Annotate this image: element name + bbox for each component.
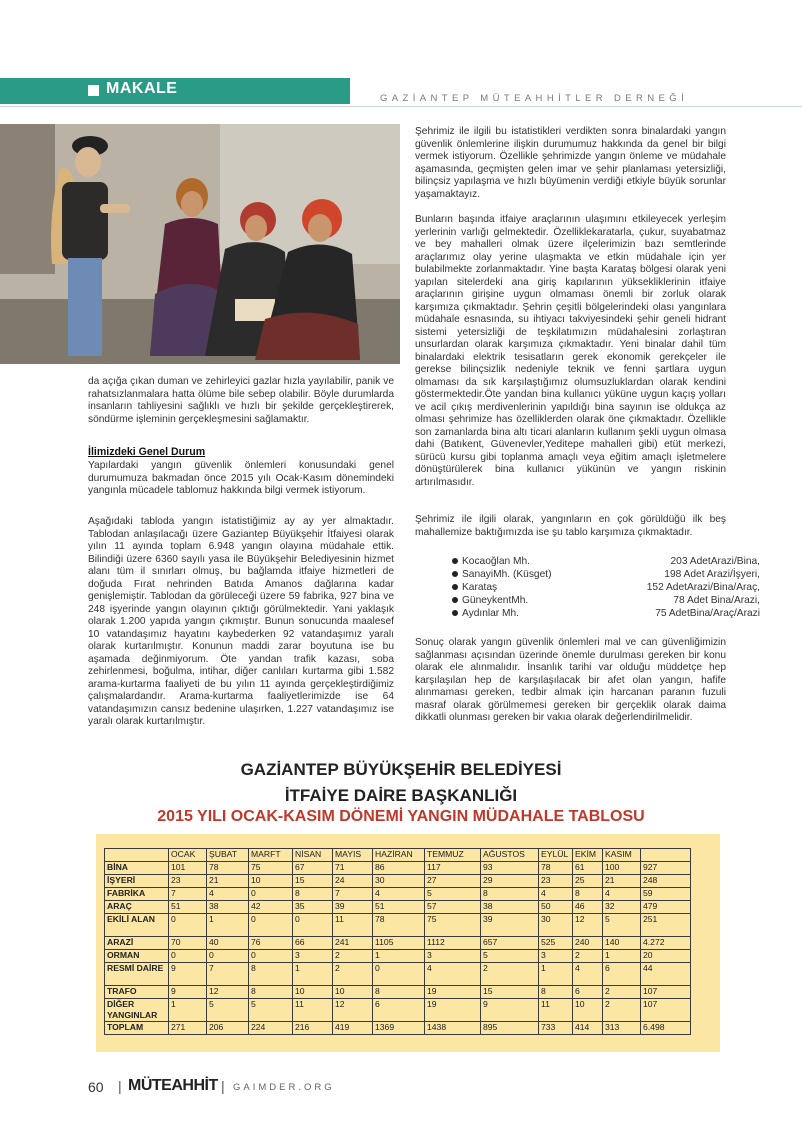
table-cell: 10 <box>293 986 333 999</box>
table-cell: 24 <box>333 875 373 888</box>
table-row <box>105 875 691 888</box>
table-cell: 42 <box>249 901 293 914</box>
row-label: DİĞER YANGINLAR <box>105 999 169 1022</box>
table-cell: 40 <box>207 937 249 950</box>
table-row <box>105 901 691 914</box>
table-cell: 10 <box>573 999 603 1022</box>
header-cell: KASIM <box>603 849 641 862</box>
table-cell: 11 <box>539 999 573 1022</box>
table-cell: 733 <box>539 1022 573 1035</box>
table-cell: 1 <box>207 914 249 937</box>
table-cell: 7 <box>169 888 207 901</box>
table-cell: 3 <box>539 950 573 963</box>
table-title-line-3: 2015 YILI OCAK-KASIM DÖNEMİ YANGIN MÜDAHALE TABLOSU <box>157 808 645 825</box>
table-cell: 93 <box>481 862 539 875</box>
table-cell: 1 <box>373 950 425 963</box>
table-cell: 10 <box>249 875 293 888</box>
table-cell: 7 <box>207 963 249 986</box>
table-cell: 15 <box>481 986 539 999</box>
table-cell: 4 <box>373 888 425 901</box>
table-cell: 107 <box>641 986 691 999</box>
fire-statistics-panel <box>96 834 720 1052</box>
list-item: SanayiMh. (Küsget) 198 Adet Arazi/İşyeri, <box>452 568 760 581</box>
subheading-general-status: İlimizdeki Genel Durum <box>88 446 206 458</box>
table-cell: 0 <box>249 888 293 901</box>
table-cell: 0 <box>373 963 425 986</box>
bullet-icon <box>452 610 458 616</box>
table-header-row <box>105 849 691 862</box>
table-row <box>105 888 691 901</box>
table-cell: 0 <box>207 950 249 963</box>
table-cell: 0 <box>293 914 333 937</box>
table-cell: 414 <box>573 1022 603 1035</box>
table-cell: 44 <box>641 963 691 986</box>
page-number: 60 <box>88 1079 104 1095</box>
table-cell: 5 <box>481 950 539 963</box>
table-cell: 1 <box>293 963 333 986</box>
table-cell: 2 <box>333 963 373 986</box>
table-cell: 101 <box>169 862 207 875</box>
table-cell: 39 <box>333 901 373 914</box>
magazine-brand: MÜTEAHHİT <box>128 1077 218 1094</box>
organization-name: GAZİANTEP MÜTEAHHİTLER DERNEĞİ <box>380 93 689 104</box>
table-cell: 1438 <box>425 1022 481 1035</box>
table-cell: 2 <box>603 999 641 1022</box>
row-label: RESMİ DAİRE <box>105 963 169 986</box>
table-cell: 100 <box>603 862 641 875</box>
bullet-icon <box>452 597 458 603</box>
footer-separator: | <box>221 1078 225 1094</box>
header-cell: EYLÜL <box>539 849 573 862</box>
table-cell: 23 <box>169 875 207 888</box>
table-cell: 8 <box>573 888 603 901</box>
table-cell: 11 <box>333 914 373 937</box>
table-cell: 10 <box>333 986 373 999</box>
header-cell: EKİM <box>573 849 603 862</box>
table-cell: 67 <box>293 862 333 875</box>
list-item: Karataş 152 AdetArazi/Bina/Araç, <box>452 581 760 594</box>
table-cell: 4 <box>603 888 641 901</box>
table-cell: 8 <box>249 986 293 999</box>
table-cell: 2 <box>573 950 603 963</box>
table-cell: 1369 <box>373 1022 425 1035</box>
table-cell: 46 <box>573 901 603 914</box>
neighborhood-list <box>452 555 760 620</box>
table-cell: 9 <box>169 963 207 986</box>
table-cell: 251 <box>641 914 691 937</box>
table-cell: 140 <box>603 937 641 950</box>
header-cell: MARFT <box>249 849 293 862</box>
table-cell: 21 <box>207 875 249 888</box>
table-cell: 479 <box>641 901 691 914</box>
table-cell: 6 <box>603 963 641 986</box>
bullet-icon <box>452 584 458 590</box>
fire-statistics-table <box>104 848 691 1035</box>
table-cell: 7 <box>333 888 373 901</box>
table-row <box>105 1022 691 1035</box>
header-cell: NİSAN <box>293 849 333 862</box>
table-cell: 27 <box>425 875 481 888</box>
table-cell: 240 <box>573 937 603 950</box>
table-cell: 5 <box>249 999 293 1022</box>
table-cell: 419 <box>333 1022 373 1035</box>
table-cell: 0 <box>169 914 207 937</box>
bullet-icon <box>452 571 458 577</box>
table-cell: 75 <box>425 914 481 937</box>
table-cell: 38 <box>481 901 539 914</box>
header-cell <box>105 849 169 862</box>
table-cell: 66 <box>293 937 333 950</box>
header-cell: AĞUSTOS <box>481 849 539 862</box>
table-cell: 5 <box>425 888 481 901</box>
section-square-icon <box>88 85 99 96</box>
article-photo <box>0 124 400 364</box>
table-cell: 3 <box>293 950 333 963</box>
table-cell: 2 <box>333 950 373 963</box>
table-cell: 927 <box>641 862 691 875</box>
table-cell: 51 <box>169 901 207 914</box>
table-cell: 0 <box>249 950 293 963</box>
table-row <box>105 950 691 963</box>
list-item: Kocaoğlan Mh. 203 AdetArazi/Bina, <box>452 555 760 568</box>
header-cell: TEMMUZ <box>425 849 481 862</box>
table-row <box>105 862 691 875</box>
table-cell: 216 <box>293 1022 333 1035</box>
table-row <box>105 986 691 999</box>
header-cell: HAZİRAN <box>373 849 425 862</box>
table-cell: 30 <box>373 875 425 888</box>
table-cell: 4 <box>425 963 481 986</box>
table-title-line-1: GAZİANTEP BÜYÜKŞEHİR BELEDİYESİ <box>240 760 562 779</box>
table-cell: 35 <box>293 901 333 914</box>
section-label: MAKALE <box>106 80 178 97</box>
row-label: BİNA <box>105 862 169 875</box>
row-label: FABRİKA <box>105 888 169 901</box>
table-cell: 71 <box>333 862 373 875</box>
table-row <box>105 963 691 986</box>
table-body <box>105 862 691 1035</box>
left-para-3: Aşağıdaki tabloda yangın istatistiğimiz ay ay yer almaktadır. Tablodan anlaşılacağı üzere Gaziantep Büyükşehir İtfaiyesi olarak yılın 11 ayında toplam 6.948 yangın olayına müdahale ettik. Bilindiği üzere 6360 sayılı yasa ile Büyükşehir Belediyesinin hizmet alanı tüm il sınırları olmuş, bu bağlamda itfaiye hizmetleri de doğuda Fırat nehrinden Batıda Amanos dağlarına kadar genişlemiştir. Tablodan da görüleceği üzere 59 fabrika, 927 bina ve 248 işyerinde yangın olayının çıktığı görülmektedir. Yani yaklaşık olarak 1.200 yapıda yangın çıkmıştır. Bunun sonucunda maalesef 10 vatandaşımız hayatını kaybederken 92 vatandaşımız yaralı olarak kurtarılmıştır. Konunun maddi zarar boyutuna ise bu aşamada değinmiyorum. Öte yandan trafik kazası, soba zehirlenmesi, boğulma, intihar, diğer canlıları kurtarma gibi 1.582 arama-kurtarma faaliyeti de bu yılın 11 ayında gerçekleştirdiğimiz çalışmalardandır. Arama-kurtarma faaliyetlerimizde ise 64 vatandaşımızın cansız bedenine ulaşırken, 1.227 vatandaşımız ise yaralı olarak kurtarılmıştır. <box>88 516 394 727</box>
table-cell: 0 <box>249 914 293 937</box>
table-cell: 8 <box>293 888 333 901</box>
table-cell: 2 <box>603 986 641 999</box>
table-cell: 8 <box>539 986 573 999</box>
table-cell: 4 <box>207 888 249 901</box>
table-cell: 4.272 <box>641 937 691 950</box>
table-cell: 107 <box>641 999 691 1022</box>
table-cell: 241 <box>333 937 373 950</box>
table-cell: 78 <box>373 914 425 937</box>
table-row <box>105 937 691 950</box>
table-cell: 0 <box>169 950 207 963</box>
right-para-2: Bunların başında itfaiye araçlarının ulaşımını etkileyecek yerleşim yerlerinin varlığı gelmektedir. Özelliklekaratarla, çukur, suyabatmaz ve bey mahalleri olmak üzere ilçelerimizin bazı semtlerinde araçlarımız olay yerine ulaşmakta ve etkin müdahale için yer bulabilmekte zorlanmaktadır. Yine başta Karataş bölgesi olarak yeni yapılan sitelerdeki ana giriş kapılarının yüksekliklerinin itfaiye araçlarının girişine uygun olmaması önemli bir zorluk olarak karşımıza çıkmaktadır. Şehrin çeşitli bölgelerindeki olası yangınlara müdahale esnasında, su ihtiyacı takviyesindeki şehir geneli hidrant sistemi yetersizliği de teşkilatımızın müdahalesini zorlaştıran unsurlardan olarak karşımıza çıkmaktadır. Yeni binalar dahil tüm binalardaki elektrik tesisatların gerek ekonomik gerekçeler ile gerekse bilinçsizlik nedeniyle teknik ve fenni şartlara uygun olmaması da sık karşılaştığımız olumsuzluklardan olarak kendini göstermektedir.Öte yandan bina kullanıcı yüküne uygun kaçış yolları ve acil çıkış merdivenlerinin yapıldığı bina sayının ise oldukça az olması şehrimize has özelliklerden olarak öne çıkmaktadır. Özellikle son zamanlarda bina altı ticari alanların kullanım şekli uygun olmasa dahi (Batıkent, Güvenevler,Yeditepe mahalleri gibi) etüt merkezi, sürücü kursu gibi toplanma amaçlı veya eğitim amaçlı işletmelere dönüştürülerek bina kullanıcı yükünün ve yangın riskinin artırılmasıdır. <box>415 214 726 488</box>
table-cell: 313 <box>603 1022 641 1035</box>
table-cell: 1 <box>603 950 641 963</box>
bullet-icon <box>452 558 458 564</box>
table-cell: 75 <box>249 862 293 875</box>
header-divider <box>0 106 802 107</box>
table-cell: 51 <box>373 901 425 914</box>
table-cell: 38 <box>207 901 249 914</box>
table-cell: 3 <box>425 950 481 963</box>
table-cell: 657 <box>481 937 539 950</box>
left-para-2: Yapılardaki yangın güvenlik önlemleri konusundaki genel durumumuza bakmadan önce 2015 yılı Ocak-Kasım dönemindeki yangınla mücadele tablomuz hakkında bilgi vermek istiyorum. <box>88 460 394 496</box>
header-cell: MAYIS <box>333 849 373 862</box>
row-label: TOPLAM <box>105 1022 169 1035</box>
table-cell: 2 <box>481 963 539 986</box>
table-cell: 9 <box>169 986 207 999</box>
table-cell: 6 <box>573 986 603 999</box>
table-cell: 5 <box>603 914 641 937</box>
table-cell: 117 <box>425 862 481 875</box>
table-cell: 39 <box>481 914 539 937</box>
table-cell: 20 <box>641 950 691 963</box>
table-cell: 525 <box>539 937 573 950</box>
table-cell: 9 <box>481 999 539 1022</box>
firefighter-women-photo <box>0 124 400 364</box>
list-item: Aydınlar Mh. 75 AdetBina/Araç/Arazi <box>452 607 760 620</box>
table-cell: 30 <box>539 914 573 937</box>
table-cell: 15 <box>293 875 333 888</box>
table-cell: 8 <box>249 963 293 986</box>
table-row <box>105 999 691 1022</box>
table-cell: 29 <box>481 875 539 888</box>
table-cell: 25 <box>573 875 603 888</box>
table-cell: 12 <box>207 986 249 999</box>
table-cell: 1112 <box>425 937 481 950</box>
table-cell: 248 <box>641 875 691 888</box>
table-cell: 895 <box>481 1022 539 1035</box>
table-cell: 12 <box>333 999 373 1022</box>
table-cell: 8 <box>373 986 425 999</box>
table-cell: 19 <box>425 986 481 999</box>
table-cell: 86 <box>373 862 425 875</box>
table-cell: 59 <box>641 888 691 901</box>
table-cell: 12 <box>573 914 603 937</box>
table-cell: 32 <box>603 901 641 914</box>
table-cell: 6 <box>373 999 425 1022</box>
header-cell <box>641 849 691 862</box>
table-cell: 50 <box>539 901 573 914</box>
table-cell: 206 <box>207 1022 249 1035</box>
right-para-1: Şehrimiz ile ilgili bu istatistikleri verdikten sonra binalardaki yangın güvenlik önlemlerine ilişkin durumumuz hakkında da genel bir bilgi vermek istiyorum. Özellikle şehrimizde yangın önleme ve müdahale aşamasında, geçmişten gelen imar ve şehir planlaması yetersizliği, bilinçsiz yapılaşma ve hızlı büyümenin verdiği etkiyle büyük sorunlar yaşamaktayız. <box>415 126 726 200</box>
table-cell: 1105 <box>373 937 425 950</box>
table-cell: 6.498 <box>641 1022 691 1035</box>
row-label: EKİLİ ALAN <box>105 914 169 937</box>
table-cell: 70 <box>169 937 207 950</box>
table-cell: 4 <box>573 963 603 986</box>
website-url: GAIMDER.ORG <box>233 1082 335 1093</box>
table-cell: 1 <box>539 963 573 986</box>
table-cell: 61 <box>573 862 603 875</box>
table-cell: 1 <box>169 999 207 1022</box>
row-label: İŞYERİ <box>105 875 169 888</box>
row-label: ARAZİ <box>105 937 169 950</box>
left-para-1: da açığa çıkan duman ve zehirleyici gazlar hızla yayılabilir, panik ve rahatsızlanmalara hatta ölüme bile sebep olabilir. Böyle durumlarda insanların tahliyesini sağlıklı ve hızlı bir şekilde gerçekleştirerek, söndürme işleminin gerçekleşmesini sağlamaktır. <box>88 376 394 425</box>
table-cell: 11 <box>293 999 333 1022</box>
table-cell: 4 <box>539 888 573 901</box>
table-title-line-2: İTFAİYE DAİRE BAŞKANLIĞI <box>284 786 518 805</box>
table-cell: 271 <box>169 1022 207 1035</box>
table-cell: 8 <box>481 888 539 901</box>
table-cell: 78 <box>207 862 249 875</box>
list-item: GüneykentMh. 78 Adet Bina/Arazi, <box>452 594 760 607</box>
table-row <box>105 914 691 937</box>
header-cell: OCAK <box>169 849 207 862</box>
table-cell: 78 <box>539 862 573 875</box>
table-cell: 19 <box>425 999 481 1022</box>
right-para-4: Sonuç olarak yangın güvenlik önlemleri mal ve can güvenliğimizin sağlanması açısından üzerinde önemle durulması gereken bir konu olarak ele alınmalıdır. İnsanlık tarihi var olduğu müddetçe hep karşılaşılan hep de karşılaşılacak bir afet olan yangın, hafife alınmaması gereken, tedbir almak için harcanan paranın fuzuli masraf olarak görülmemesi gereken bir gerçeklik olarak daima dikkatli olunması gereken bir vakıa olarak değerlendirilmelidir. <box>415 637 726 723</box>
table-cell: 224 <box>249 1022 293 1035</box>
table-cell: 21 <box>603 875 641 888</box>
table-cell: 5 <box>207 999 249 1022</box>
table-cell: 76 <box>249 937 293 950</box>
table-cell: 23 <box>539 875 573 888</box>
header-cell: ŞUBAT <box>207 849 249 862</box>
row-label: ORMAN <box>105 950 169 963</box>
table-cell: 57 <box>425 901 481 914</box>
right-para-3: Şehrimiz ile ilgili olarak, yangınların en çok görüldüğü ilk beş mahallemize baktığımızda ise şu tablo karşımıza çıkmaktadır. <box>415 514 726 538</box>
row-label: ARAÇ <box>105 901 169 914</box>
footer-separator: | <box>118 1078 122 1094</box>
row-label: TRAFO <box>105 986 169 999</box>
